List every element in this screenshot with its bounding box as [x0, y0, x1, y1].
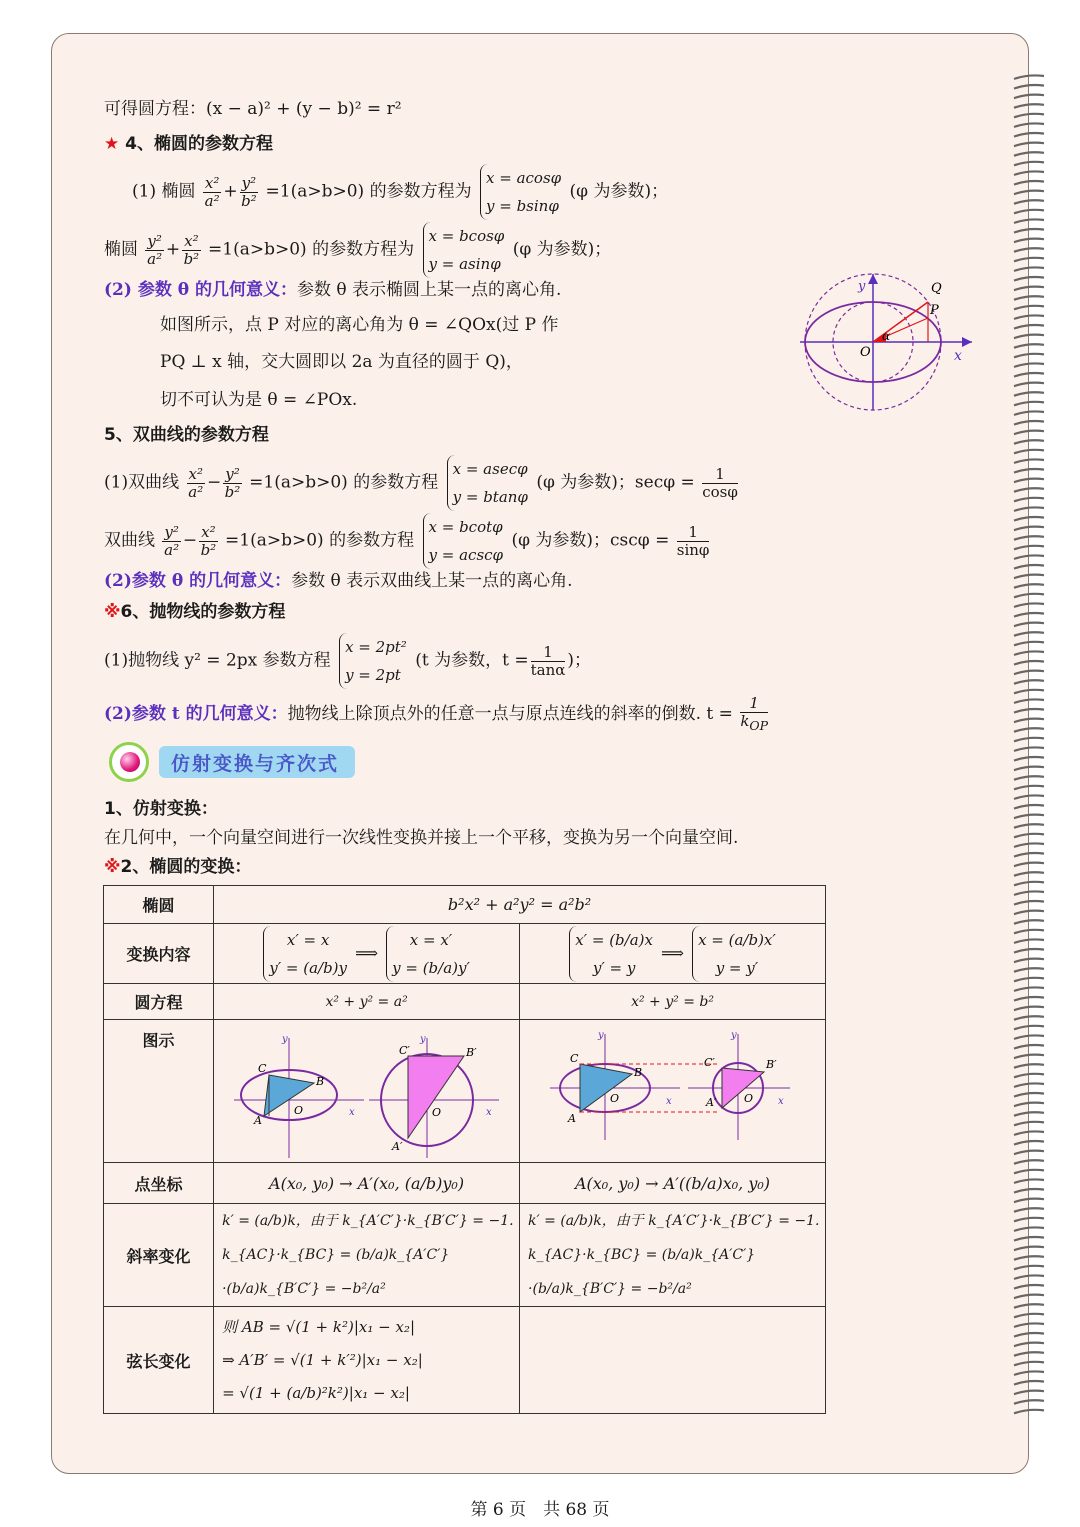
- spiral-coil: [1014, 824, 1044, 828]
- svg-text:x: x: [954, 348, 962, 364]
- spiral-coil: [1014, 229, 1044, 233]
- svg-text:Q: Q: [931, 281, 942, 296]
- svg-text:x: x: [778, 1096, 784, 1107]
- spiral-coil: [1014, 805, 1044, 809]
- spiral-coil: [1014, 1151, 1044, 1155]
- svg-text:O: O: [294, 1104, 304, 1117]
- spiral-coil: [1014, 1371, 1044, 1375]
- spiral-coil: [1014, 171, 1044, 175]
- svg-text:x: x: [349, 1107, 355, 1118]
- svg-text:C: C: [570, 1052, 579, 1065]
- spiral-coil: [1014, 1381, 1044, 1385]
- pgeo-text: 抛物线上除顶点外的任意一点与原点连线的斜率的倒数. t =: [287, 704, 733, 724]
- e2-label: 椭圆: [104, 239, 138, 260]
- spiral-coil: [1014, 1160, 1044, 1164]
- e2-sys2: y = asinφ: [428, 255, 501, 273]
- spiral-coil: [1014, 527, 1044, 531]
- spiral-coil: [1014, 479, 1044, 483]
- h1-label: (1)双曲线: [104, 472, 180, 493]
- spiral-coil: [1014, 1131, 1044, 1135]
- spiral-coil: [1014, 1285, 1044, 1289]
- spiral-coil: [1014, 613, 1044, 617]
- parabola-param: [104, 633, 591, 689]
- spiral-coil: [1014, 431, 1044, 435]
- spiral-coil: [1014, 978, 1044, 982]
- h1-sys1: x = asecφ: [452, 460, 528, 478]
- spiral-coil: [1014, 949, 1044, 953]
- spiral-coil: [1014, 575, 1044, 579]
- svg-text:y: y: [858, 279, 866, 294]
- spiral-coil: [1014, 901, 1044, 905]
- spiral-coil: [1014, 1208, 1044, 1212]
- spiral-coil: [1014, 1218, 1044, 1222]
- spiral-coil: [1014, 402, 1044, 406]
- spiral-coil: [1014, 719, 1044, 723]
- spiral-coil: [1014, 1410, 1044, 1414]
- circle-eq-1: x² + y² = a²: [214, 984, 520, 1020]
- h1-note: (φ 为参数)；secφ =: [536, 472, 695, 493]
- spiral-coil: [1014, 1179, 1044, 1183]
- row-label-chord: 弦长变化: [104, 1307, 214, 1414]
- e1-sys2: y = bsinφ: [486, 197, 559, 215]
- t2-a1: x′ = (b/a)x: [575, 930, 653, 949]
- spiral-coil: [1014, 133, 1044, 137]
- spiral-coil: [1014, 1333, 1044, 1337]
- h2-note: (φ 为参数)；cscφ =: [511, 530, 670, 551]
- circle-eq-2: x² + y² = b²: [520, 984, 826, 1020]
- e2-sys1: x = bcosφ: [428, 227, 505, 245]
- spiral-coil: [1014, 795, 1044, 799]
- ellipse-transform-heading: [104, 856, 251, 878]
- spiral-coil: [1014, 75, 1044, 79]
- heading-hyperbola-params: 5、双曲线的参数方程: [104, 425, 269, 445]
- page-footer: 第 6 页 共 68 页: [470, 1500, 610, 1520]
- table-row: [104, 886, 826, 924]
- spiral-coil: [1014, 1266, 1044, 1270]
- spiral-coil: [1014, 680, 1044, 684]
- spiral-coil: [1014, 200, 1044, 204]
- banner-title: 仿射变换与齐次式: [171, 753, 340, 775]
- e1-text: =1(a>b>0) 的参数方程为: [265, 181, 472, 202]
- spiral-coil: [1014, 95, 1044, 99]
- row-label-circle: 圆方程: [104, 984, 214, 1020]
- spiral-coil: [1014, 517, 1044, 521]
- spiral-coil: [1014, 757, 1044, 761]
- hyperbola-param-1: (1)双曲线 $\frac{\text{x²}}{\text{a²}}$ − $\frac{\text{y²}}{\text{b²}}$ =1(a>b>0) 的参数方程 x = asecφ y = btanφ (φ 为参数)；secφ = $\frac{1}{\cos\varphi}$: [104, 455, 740, 511]
- spiral-coil: [1014, 1064, 1044, 1068]
- spiral-coil: [1014, 507, 1044, 511]
- spiral-coil: [1014, 354, 1044, 358]
- ellipse-param-2: 椭圆 $\frac{\text{y²}}{\text{a²}}$ + $\frac{\text{x²}}{\text{b²}}$ =1(a>b>0) 的参数方程为 x = bcosφ y = asinφ (φ 为参数)；: [104, 222, 611, 278]
- frac-y2-b2: $\frac{\text{y²}}{\text{b²}}$: [241, 173, 257, 210]
- reference-mark-icon: ※: [104, 602, 121, 622]
- spiral-coil: [1014, 1035, 1044, 1039]
- svg-text:C′: C′: [399, 1044, 411, 1057]
- spiral-coil: [1014, 997, 1044, 1001]
- frac-1-kop: $\frac{1}{k_{OP}}$: [740, 694, 769, 733]
- p1-label: (1)抛物线 y² = 2px 参数方程: [104, 650, 331, 671]
- spiral-coil: [1014, 920, 1044, 924]
- spiral-coil: [1014, 546, 1044, 550]
- spiral-coil: [1014, 747, 1044, 751]
- heading-parabola-text: 6、抛物线的参数方程: [120, 602, 286, 622]
- table-row: [104, 984, 826, 1020]
- spiral-coil: [1014, 911, 1044, 915]
- spiral-coil: [1014, 498, 1044, 502]
- svg-text:O: O: [432, 1106, 442, 1119]
- t2-b1: x = (a/b)x′: [698, 930, 776, 949]
- spiral-coil: [1014, 383, 1044, 387]
- spiral-coil: [1014, 373, 1044, 377]
- chord-cell-empty: [520, 1307, 826, 1414]
- spiral-coil: [1014, 114, 1044, 118]
- geo-meaning-hyperbola: [104, 570, 573, 592]
- spiral-coil: [1014, 728, 1044, 732]
- spiral-coil: [1014, 306, 1044, 310]
- spiral-coil: [1014, 1227, 1044, 1231]
- star-icon: ★: [104, 134, 120, 154]
- spiral-coil: [1014, 930, 1044, 934]
- spiral-coil: [1014, 603, 1044, 607]
- h2-sys2: y = acscφ: [428, 546, 504, 564]
- slope-cell-2: [520, 1204, 826, 1307]
- p1-sys2: y = 2pt: [345, 666, 401, 684]
- frac-y2-a2: $\frac{\text{y²}}{\text{a²}}$: [147, 231, 163, 268]
- slope1-line2: k_{AC}·k_{BC} = (b/a)k_{A′C′}·(b/a)k_{B′C′} = −b²/a²: [222, 1247, 450, 1297]
- spiral-coil: [1014, 363, 1044, 367]
- svg-text:B′: B′: [466, 1046, 477, 1059]
- transform-figure-2: [520, 1020, 820, 1158]
- slope2-line1: k′ = (a/b)k，由于 k_{A′C′}·k_{B′C′} = −1.: [528, 1213, 820, 1229]
- spiral-coil: [1014, 959, 1044, 963]
- geo-meaning-parabola: [104, 695, 770, 734]
- spiral-coil: [1014, 248, 1044, 252]
- spiral-coil: [1014, 421, 1044, 425]
- spiral-coil: [1014, 296, 1044, 300]
- spiral-coil: [1014, 335, 1044, 339]
- table-row: [104, 1204, 826, 1307]
- spiral-coil: [1014, 1103, 1044, 1107]
- t1-b2: y = (b/a)y′: [392, 958, 470, 977]
- t1-b1: x = x′: [409, 930, 453, 949]
- svg-text:x: x: [486, 1107, 492, 1118]
- slope-cell-1: [214, 1204, 520, 1307]
- banner-ball-icon: [120, 752, 140, 772]
- h2-sys1: x = bcotφ: [428, 518, 503, 536]
- spiral-coil: [1014, 1083, 1044, 1087]
- row-label-transform: 变换内容: [104, 924, 214, 984]
- spiral-coil: [1014, 968, 1044, 972]
- spiral-coil: [1014, 1026, 1044, 1030]
- frac-1-cos: $\frac{1}{\cos\varphi}$: [702, 464, 738, 501]
- svg-text:O: O: [744, 1092, 754, 1105]
- spiral-coil: [1014, 210, 1044, 214]
- spiral-coil: [1014, 1237, 1044, 1241]
- t1-a2: y′ = (a/b)y: [269, 958, 347, 977]
- frac-hx2-a2: $\frac{\text{x²}}{\text{a²}}$: [188, 464, 204, 501]
- svg-text:C: C: [258, 1062, 267, 1075]
- spiral-coil: [1014, 690, 1044, 694]
- t2-b2: y = y′: [715, 958, 759, 977]
- e1-system: [480, 164, 561, 220]
- spiral-coil: [1014, 123, 1044, 127]
- circle-equation: 可得圆方程：(x − a)² + (y − b)² = r²: [104, 99, 402, 119]
- p1-note: (t 为参数，t =: [415, 650, 529, 671]
- svg-text:A: A: [254, 1114, 263, 1127]
- spiral-coil: [1014, 767, 1044, 771]
- spiral-coil: [1014, 181, 1044, 185]
- figure-cell-1: [214, 1020, 520, 1163]
- spiral-coil: [1014, 786, 1044, 790]
- geo-text: 参数 θ 表示椭圆上某一点的离心角.: [297, 280, 562, 300]
- spiral-coil: [1014, 882, 1044, 886]
- spiral-coil: [1014, 642, 1044, 646]
- hgeo-text: 参数 θ 表示双曲线上某一点的离心角.: [291, 571, 573, 591]
- affine-text: 在几何中，一个向量空间进行一次线性变换并接上一个平移，变换为另一个向量空间.: [104, 828, 739, 848]
- point-cell-2: A(x₀, y₀) → A′((b/a)x₀, y₀): [520, 1163, 826, 1204]
- spiral-coil: [1014, 594, 1044, 598]
- e1-note: (φ 为参数)；: [569, 181, 669, 202]
- spiral-coil: [1014, 555, 1044, 559]
- spiral-coil: [1014, 1352, 1044, 1356]
- hgeo-label: (2)参数 θ 的几何意义：: [104, 571, 292, 591]
- spiral-coil: [1014, 623, 1044, 627]
- svg-text:y: y: [598, 1030, 604, 1041]
- spiral-coil: [1014, 325, 1044, 329]
- spiral-coil: [1014, 1141, 1044, 1145]
- affine-heading: 1、仿射变换：: [104, 799, 218, 819]
- point-cell-1: A(x₀, y₀) → A′(x₀, (a/b)y₀): [214, 1163, 520, 1204]
- p1-sys1: x = 2pt²: [345, 638, 407, 656]
- spiral-coil: [1014, 1304, 1044, 1308]
- h1-system: [447, 455, 528, 511]
- spiral-coil: [1014, 85, 1044, 89]
- svg-text:A′: A′: [706, 1096, 717, 1109]
- pgeo-label: (2)参数 t 的几何意义：: [104, 704, 288, 724]
- spiral-coil: [1014, 632, 1044, 636]
- table-row: [104, 1020, 826, 1163]
- svg-text:C′: C′: [704, 1056, 715, 1069]
- spiral-coil: [1014, 1247, 1044, 1251]
- p1-system: [339, 633, 407, 689]
- fig-text-1: 如图所示，点 P 对应的离心角为 θ = ∠QOx(过 P 作: [160, 315, 559, 335]
- spiral-coil: [1014, 392, 1044, 396]
- spiral-coil: [1014, 872, 1044, 876]
- table-row: [104, 924, 826, 984]
- frac-hx2-b2: $\frac{\text{x²}}{\text{b²}}$: [200, 522, 217, 559]
- chord-cell: [214, 1307, 520, 1414]
- h2-text: =1(a>b>0) 的参数方程: [225, 530, 415, 551]
- spiral-coil: [1014, 411, 1044, 415]
- e2-text: =1(a>b>0) 的参数方程为: [208, 239, 415, 260]
- frac-hy2-a2: $\frac{\text{y²}}{\text{a²}}$: [164, 522, 180, 559]
- spiral-coil: [1014, 834, 1044, 838]
- spiral-coil: [1014, 315, 1044, 319]
- transform-cell-2: x′ = (b/a)x y′ = y ⟹ x = (a/b)x′ y = y′: [520, 924, 826, 984]
- spiral-coil: [1014, 1199, 1044, 1203]
- h1-sys2: y = btanφ: [452, 488, 528, 506]
- spiral-coil: [1014, 776, 1044, 780]
- spiral-coil: [1014, 344, 1044, 348]
- eccentric-angle-figure: [800, 270, 980, 415]
- spiral-binding: [1010, 72, 1050, 1422]
- heading-ellipse-params: [104, 133, 273, 155]
- h2-system: [423, 513, 504, 569]
- spiral-coil: [1014, 891, 1044, 895]
- table-row: [104, 1163, 826, 1204]
- svg-text:B: B: [634, 1066, 643, 1079]
- chord-line2: ⇒ A′B′ = √(1 + k′²)|x₁ − x₂|: [222, 1350, 423, 1369]
- spiral-coil: [1014, 1189, 1044, 1193]
- spiral-coil: [1014, 152, 1044, 156]
- table-row: [104, 1307, 826, 1414]
- heading-parabola-params: [104, 601, 285, 623]
- spiral-coil: [1014, 1122, 1044, 1126]
- spiral-coil: [1014, 1391, 1044, 1395]
- svg-text:B′: B′: [766, 1058, 777, 1071]
- svg-text:y: y: [731, 1030, 737, 1041]
- t1-a1: x′ = x: [286, 930, 330, 949]
- h2-label: 双曲线: [104, 530, 155, 551]
- spiral-coil: [1014, 1295, 1044, 1299]
- spiral-coil: [1014, 661, 1044, 665]
- slope1-line1: k′ = (a/b)k，由于 k_{A′C′}·k_{B′C′} = −1.: [222, 1213, 514, 1229]
- spiral-coil: [1014, 258, 1044, 262]
- spiral-coil: [1014, 191, 1044, 195]
- row-label-figure: 图示: [104, 1020, 214, 1163]
- spiral-coil: [1014, 162, 1044, 166]
- spiral-coil: [1014, 1400, 1044, 1404]
- fig-text-3: 切不可认为是 θ = ∠POx.: [160, 390, 358, 410]
- row-label-slope: 斜率变化: [104, 1204, 214, 1307]
- spiral-coil: [1014, 1007, 1044, 1011]
- ellipse-transform-text: 2、椭圆的变换：: [120, 857, 252, 877]
- spiral-coil: [1014, 1343, 1044, 1347]
- e1-label: (1) 椭圆: [132, 181, 196, 202]
- p1-end: )；: [567, 650, 591, 671]
- spiral-coil: [1014, 1362, 1044, 1366]
- spiral-coil: [1014, 1016, 1044, 1020]
- chord-line1: 则 AB = √(1 + k²)|x₁ − x₂|: [222, 1317, 415, 1336]
- spiral-coil: [1014, 671, 1044, 675]
- ellipse-transform-table: [103, 885, 826, 1414]
- spiral-coil: [1014, 1093, 1044, 1097]
- geo-meaning-ellipse: [104, 279, 561, 301]
- spiral-coil: [1014, 469, 1044, 473]
- spiral-coil: [1014, 1055, 1044, 1059]
- spiral-coil: [1014, 239, 1044, 243]
- spiral-coil: [1014, 267, 1044, 271]
- frac-1-tan: $\frac{1}{\tan\alpha}$: [530, 642, 566, 679]
- spiral-coil: [1014, 219, 1044, 223]
- spiral-coil: [1014, 815, 1044, 819]
- reference-mark-icon-2: ※: [104, 857, 121, 877]
- e2-system: [423, 222, 505, 278]
- spiral-coil: [1014, 853, 1044, 857]
- heading-ellipse-text: 4、椭圆的参数方程: [125, 134, 274, 154]
- spiral-coil: [1014, 287, 1044, 291]
- spiral-coil: [1014, 1045, 1044, 1049]
- hyperbola-param-2: 双曲线 $\frac{\text{y²}}{\text{a²}}$ − $\frac{\text{x²}}{\text{b²}}$ =1(a>b>0) 的参数方程 x = bcotφ y = acscφ (φ 为参数)；cscφ = $\frac{1}{\sin\varphi}$: [104, 513, 711, 569]
- spiral-coil: [1014, 699, 1044, 703]
- spiral-coil: [1014, 104, 1044, 108]
- spiral-coil: [1014, 450, 1044, 454]
- spiral-coil: [1014, 738, 1044, 742]
- spiral-coil: [1014, 536, 1044, 540]
- spiral-coil: [1014, 1256, 1044, 1260]
- geo-label: (2) 参数 θ 的几何意义：: [104, 280, 298, 300]
- spiral-coil: [1014, 1323, 1044, 1327]
- spiral-coil: [1014, 143, 1044, 147]
- spiral-coil: [1014, 863, 1044, 867]
- spiral-coil: [1014, 277, 1044, 281]
- frac-x2-b2: $\frac{\text{x²}}{\text{b²}}$: [183, 231, 200, 268]
- section-banner: [107, 742, 355, 782]
- svg-text:B: B: [316, 1075, 325, 1088]
- transform-figure-1: [214, 1020, 514, 1158]
- chord-line3: = √(1 + (a/b)²k²)|x₁ − x₂|: [222, 1383, 410, 1402]
- spiral-coil: [1014, 987, 1044, 991]
- svg-text:O: O: [860, 345, 871, 360]
- transform-cell-1: x′ = x y′ = (a/b)y ⟹ x = x′ y = (b/a)y′: [214, 924, 520, 984]
- spiral-coil: [1014, 488, 1044, 492]
- spiral-coil: [1014, 651, 1044, 655]
- spiral-coil: [1014, 440, 1044, 444]
- svg-text:y: y: [282, 1034, 288, 1045]
- t2-a2: y′ = y: [592, 958, 636, 977]
- h1-text: =1(a>b>0) 的参数方程: [249, 472, 439, 493]
- svg-text:A′: A′: [392, 1140, 403, 1153]
- svg-text:P: P: [930, 303, 939, 318]
- e1-sys1: x = acosφ: [486, 169, 562, 187]
- ellipse-equation-cell: b²x² + a²y² = a²b²: [214, 886, 826, 924]
- spiral-coil: [1014, 1275, 1044, 1279]
- spiral-coil: [1014, 709, 1044, 713]
- frac-1-sin: $\frac{1}{\sin\varphi}$: [676, 522, 710, 559]
- ellipse-param-1: (1) 椭圆 $\frac{\text{x²}}{\text{a²}}$ + $\frac{\text{y²}}{\text{b²}}$ =1(a>b>0) 的参数方程为 x = acosφ y = bsinφ (φ 为参数)；: [132, 164, 668, 220]
- figure-cell-2: [520, 1020, 826, 1163]
- slope2-line2: k_{AC}·k_{BC} = (b/a)k_{A′C′}·(b/a)k_{B′C′} = −b²/a²: [528, 1247, 756, 1297]
- svg-text:O: O: [610, 1092, 620, 1105]
- frac-x2-a2: $\frac{\text{x²}}{\text{a²}}$: [204, 173, 220, 210]
- svg-text:α: α: [882, 329, 891, 343]
- spiral-coil: [1014, 843, 1044, 847]
- fig-text-2: PQ ⊥ x 轴，交大圆即以 2a 为直径的圆于 Q)，: [160, 352, 523, 372]
- frac-hy2-b2: $\frac{\text{y²}}{\text{b²}}$: [224, 464, 241, 501]
- spiral-coil: [1014, 584, 1044, 588]
- row-label-point: 点坐标: [104, 1163, 214, 1204]
- svg-text:A: A: [568, 1112, 576, 1125]
- spiral-coil: [1014, 1170, 1044, 1174]
- spiral-coil: [1014, 565, 1044, 569]
- spiral-coil: [1014, 1314, 1044, 1318]
- row-label-ellipse: 椭圆: [104, 886, 214, 924]
- svg-text:y: y: [420, 1034, 426, 1045]
- svg-text:x: x: [666, 1096, 672, 1107]
- spiral-coil: [1014, 939, 1044, 943]
- spiral-coil: [1014, 1112, 1044, 1116]
- spiral-coil: [1014, 459, 1044, 463]
- spiral-coil: [1014, 1074, 1044, 1078]
- e2-note: (φ 为参数)；: [512, 239, 612, 260]
